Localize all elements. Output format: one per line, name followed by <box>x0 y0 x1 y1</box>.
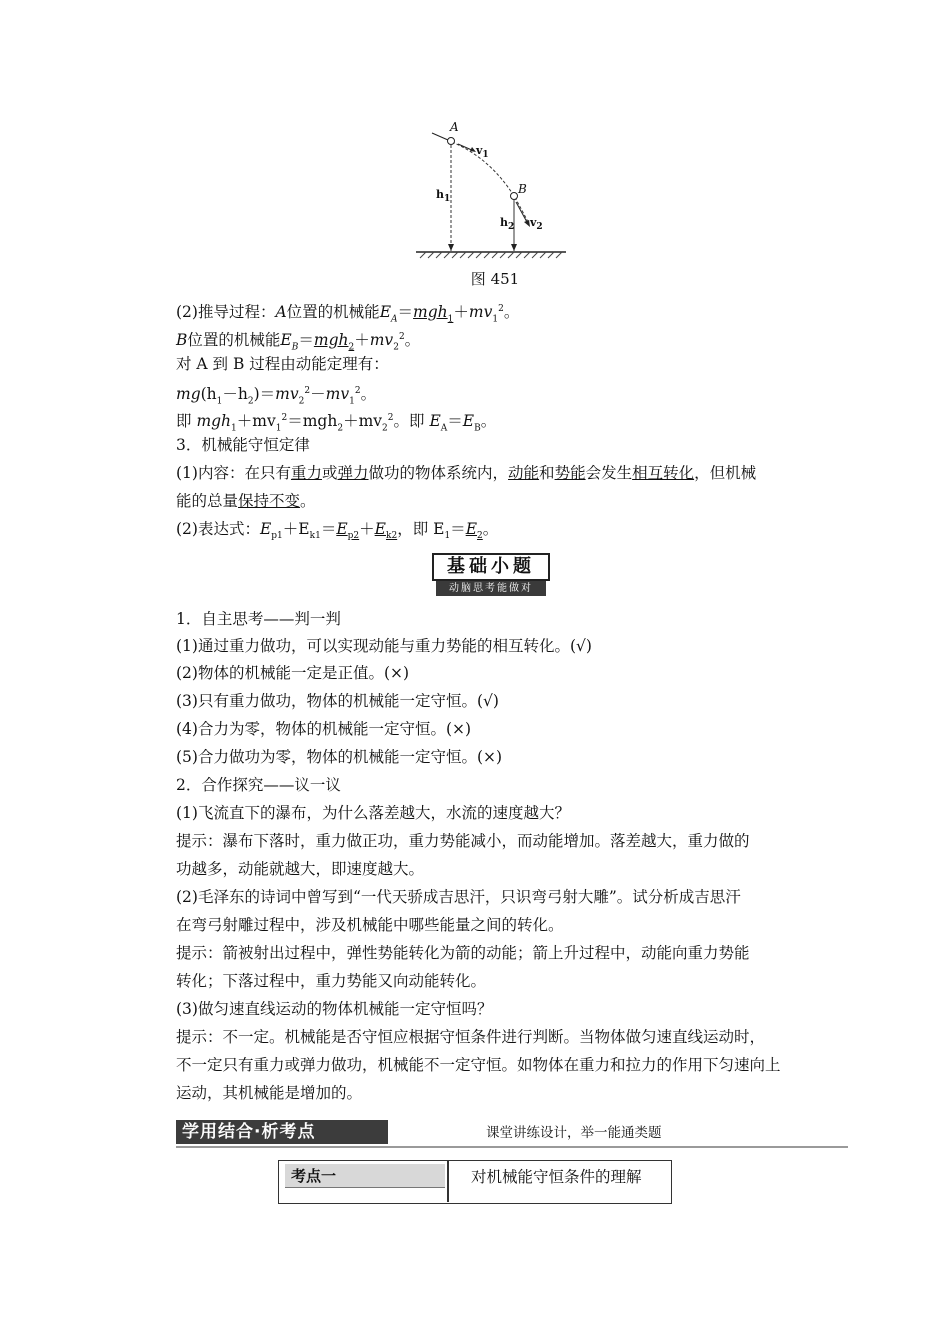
discussion-answer-3-line-3: 运动，其机械能是增加的。 <box>176 1084 363 1102</box>
h1-label: $h_1$ <box>436 188 451 205</box>
derivation-line-d: $mg(h_1-h_2)=mv_2^2-mv_1^2$。 <box>176 385 377 407</box>
topic-title: 对机械能守恒条件的理解 <box>471 1168 642 1186</box>
point-b-label: B <box>518 182 527 196</box>
section-title: 学用结合·析考点 <box>176 1120 388 1144</box>
topic-box <box>278 1160 672 1204</box>
topic-label: 考点一 <box>285 1164 445 1188</box>
discussion-answer-1-line-1: 提示：瀑布下落时，重力做正功，重力势能减小，而动能增加。落差越大，重力做的 <box>176 832 750 850</box>
h2-label: $h_2$ <box>500 216 515 233</box>
discussion-answer-1-line-2: 功越多，动能就越大，即速度越大。 <box>176 860 425 878</box>
derivation-line-a: (2)推导过程：A位置的机械能$E_A=mgh_1+mv_1^2$。 <box>176 303 520 325</box>
basic-questions-banner <box>432 553 550 599</box>
quiz-item-2: (2)物体的机械能一定是正值。(×) <box>176 664 410 682</box>
v1-label: $v_1$ <box>476 144 489 161</box>
v2-label: $v_2$ <box>530 216 543 233</box>
derivation-line-e: 即 $mgh_1+mv_1^2=mgh_2+mv_2^2$。即 $E_A=E_B$。 <box>176 412 497 434</box>
law-content-line-2: 能的总量保持不变。 <box>176 492 316 510</box>
discussion-answer-2-line-1: 提示：箭被射出过程中，弹性势能转化为箭的动能；箭上升过程中，动能向重力势能 <box>176 944 750 962</box>
discussion-question-2-line-1: (2)毛泽东的诗词中曾写到“一代天骄成吉思汗，只识弯弓射大雕”。试分析成吉思汗 <box>176 888 741 906</box>
discussion-answer-3-line-1: 提示：不一定。机械能是否守恒应根据守恒条件进行判断。当物体做匀速直线运动时， <box>176 1028 766 1046</box>
discussion-answer-2-line-2: 转化；下落过程中，重力势能又向动能转化。 <box>176 972 487 990</box>
quiz-heading-2: 2．合作探究——议一议 <box>176 776 341 794</box>
law-content-line-1: (1)内容：在只有重力或弹力做功的物体系统内，动能和势能会发生相互转化，但机械 <box>176 464 757 482</box>
discussion-question-1: (1)飞流直下的瀑布，为什么落差越大，水流的速度越大？ <box>176 804 570 822</box>
point-a-label: A <box>450 120 459 134</box>
topic-divider <box>447 1161 449 1202</box>
law-expression: (2)表达式：$E_{p1}+E_{k1}=E_{p2}+E_{k2}$，即 $E_1=E_2$。 <box>176 520 499 542</box>
section-header-bar <box>176 1120 848 1148</box>
quiz-item-4: (4)合力为零，物体的机械能一定守恒。(×) <box>176 720 472 738</box>
figure-caption: 图 451 <box>470 270 520 288</box>
banner-subtitle: 动脑思考能做对 <box>436 581 546 596</box>
discussion-answer-3-line-2: 不一定只有重力或弹力做功，机械能不一定守恒。如物体在重力和拉力的作用下匀速向上 <box>176 1056 781 1074</box>
banner-title: 基础小题 <box>432 553 550 581</box>
law-heading: 3．机械能守恒定律 <box>176 436 310 454</box>
derivation-line-b: B位置的机械能$E_B=mgh_2+mv_2^2$。 <box>176 331 421 353</box>
discussion-question-3: (3)做匀速直线运动的物体机械能一定守恒吗？ <box>176 1000 493 1018</box>
section-subtitle: 课堂讲练设计，举一能通类题 <box>486 1125 662 1141</box>
quiz-item-1: (1)通过重力做功，可以实现动能与重力势能的相互转化。(√) <box>176 637 592 655</box>
projectile-figure <box>410 118 580 268</box>
quiz-heading-1: 1．自主思考——判一判 <box>176 610 341 628</box>
derivation-line-c: 对 A 到 B 过程由动能定理有： <box>176 355 389 373</box>
discussion-question-2-line-2: 在弯弓射雕过程中，涉及机械能中哪些能量之间的转化。 <box>176 916 564 934</box>
quiz-item-3: (3)只有重力做功，物体的机械能一定守恒。(√) <box>176 692 499 710</box>
quiz-item-5: (5)合力做功为零，物体的机械能一定守恒。(×) <box>176 748 503 766</box>
